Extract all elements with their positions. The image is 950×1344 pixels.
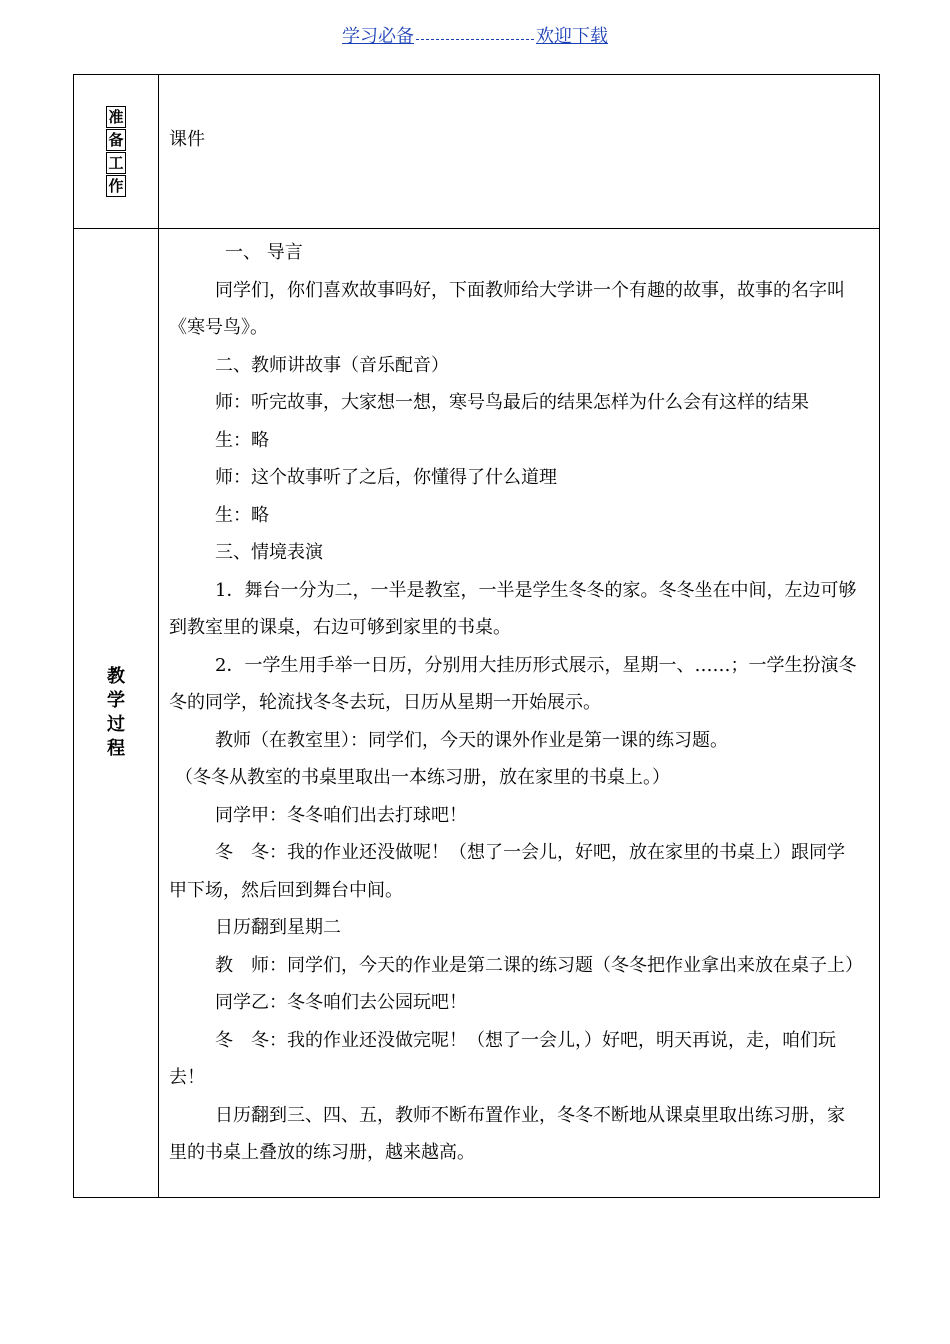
process-paragraph: 二、教师讲故事（音乐配音） (215, 354, 449, 376)
prep-content-cell (159, 75, 880, 229)
process-label-cell (74, 229, 159, 1198)
process-paragraph: （冬冬从教室的书桌里取出一本练习册，放在家里的书桌上。） (175, 767, 670, 788)
process-paragraph: 教师（在教室里）：同学们，今天的课外作业是第一课的练习题。 (215, 729, 728, 751)
prep-label-char: 准 (106, 106, 126, 128)
prep-label-cell (74, 75, 159, 229)
process-paragraph: 日历翻到星期二 (215, 917, 341, 938)
prep-label-char: 工 (106, 152, 126, 174)
process-paragraph: 冬 冬：我的作业还没做呢！（想了一会儿，好吧，放在家里的书桌上）跟同学甲下场，然后回到舞台中间。 (169, 842, 845, 901)
header-gap-line (416, 39, 534, 40)
process-content-cell (159, 229, 880, 1198)
process-paragraph: 一、 导言 (225, 242, 303, 263)
process-paragraph: 冬 冬：我的作业还没做完呢！（想了一会儿，）好吧，明天再说，走，咱们玩去！ (169, 1029, 836, 1088)
prep-label (106, 105, 126, 198)
page-header (0, 22, 950, 48)
process-paragraph: 师：听完故事，大家想一想，寒号鸟最后的结果怎样为什么会有这样的结果 (215, 392, 809, 413)
process-label (74, 665, 158, 761)
process-row (74, 229, 880, 1198)
prep-row (74, 75, 880, 229)
process-paragraph: 师：这个故事听了之后，你懂得了什么道理 (215, 467, 557, 488)
process-label-char: 程 (107, 738, 125, 759)
lesson-table (73, 74, 880, 1198)
prep-content: 课件 (169, 129, 205, 150)
header-left-text[interactable]: 学习必备 (342, 26, 414, 47)
process-paragraph: 生：略 (215, 504, 269, 526)
process-paragraph: 1．舞台一分为二，一半是教室，一半是学生冬冬的家。冬冬坐在中间，左边可够到教室里的课桌，右边可够到家里的书桌。 (169, 579, 857, 638)
process-paragraph: 日历翻到三、四、五，教师不断布置作业，冬冬不断地从课桌里取出练习册，家里的书桌上叠放的练习册，越来越高。 (169, 1104, 845, 1163)
process-body (159, 229, 879, 1172)
process-paragraph: 同学乙：冬冬咱们去公园玩吧！ (215, 992, 467, 1013)
prep-label-char: 备 (106, 129, 126, 151)
process-paragraph: 同学们，你们喜欢故事吗好，下面教师给大学讲一个有趣的故事，故事的名字叫《寒号鸟》。 (169, 279, 845, 338)
process-label-char: 过 (107, 714, 125, 735)
header-right-text[interactable]: 欢迎下载 (536, 26, 608, 47)
process-paragraph: 生：略 (215, 429, 269, 451)
process-label-char: 教 (107, 666, 125, 687)
prep-label-char: 作 (106, 175, 126, 197)
process-paragraph: 2．一学生用手举一日历，分别用大挂历形式展示，星期一、……；一学生扮演冬冬的同学，轮流找冬冬去玩，日历从星期一开始展示。 (169, 654, 857, 713)
process-paragraph: 教 师：同学们，今天的作业是第二课的练习题（冬冬把作业拿出来放在桌子上） (215, 954, 863, 976)
process-paragraph: 同学甲：冬冬咱们出去打球吧！ (215, 804, 467, 826)
process-paragraph: 三、情境表演 (215, 542, 323, 563)
process-label-char: 学 (107, 690, 125, 711)
